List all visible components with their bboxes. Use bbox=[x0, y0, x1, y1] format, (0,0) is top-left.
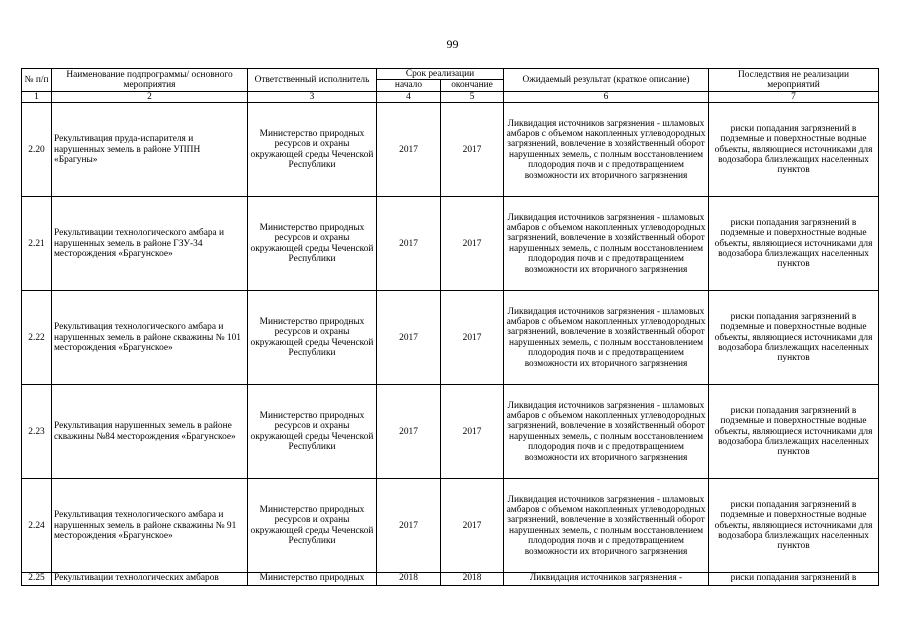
column-number: 5 bbox=[441, 91, 504, 102]
header-num: № п/п bbox=[22, 69, 52, 92]
table-row bbox=[22, 385, 879, 479]
row-result: Ликвидация источников загрязнения - шламовых амбаров с объемом накопленных углеводородных загрязнений, вовлечение в хозяйственный оборот нарушенных земель, с полным восстановлением плодородия почв и с предотвращением возможности их вторичного загрязнения bbox=[504, 385, 709, 479]
row-consequences: риски попадания загрязнений в подземные и поверхностные водные объекты, являющиеся источниками для водозабора близлежащих населенных пунктов bbox=[709, 197, 879, 291]
row-name: Рекультивации технологического амбара и нарушенных земель в районе ГЗУ-34 месторождения «Брагунское» bbox=[52, 197, 248, 291]
row-executor: Министерство природных bbox=[248, 573, 377, 586]
row-num: 2.23 bbox=[22, 385, 52, 479]
row-start: 2017 bbox=[377, 479, 441, 573]
column-number: 4 bbox=[377, 91, 441, 102]
header-executor: Ответственный исполнитель bbox=[248, 69, 377, 92]
header-period: Срок реализации bbox=[377, 69, 504, 80]
row-end: 2017 bbox=[441, 197, 504, 291]
column-number: 1 bbox=[22, 91, 52, 102]
header-row bbox=[22, 69, 879, 80]
table-row bbox=[22, 291, 879, 385]
row-consequences: риски попадания загрязнений в подземные и поверхностные водные объекты, являющиеся источниками для водозабора близлежащих населенных пунктов bbox=[709, 291, 879, 385]
page-number: 99 bbox=[446, 37, 459, 51]
row-executor: Министерство природных ресурсов и охраны окружающей среды Чеченской Республики bbox=[248, 291, 377, 385]
table-row-partial bbox=[22, 573, 879, 586]
row-name: Рекультивация технологического амбара и нарушенных земель в районе скважины № 101 месторождения «Брагунское» bbox=[52, 291, 248, 385]
column-number: 6 bbox=[504, 91, 709, 102]
header-start: начало bbox=[377, 80, 441, 91]
row-executor: Министерство природных ресурсов и охраны окружающей среды Чеченской Республики bbox=[248, 479, 377, 573]
row-result: Ликвидация источников загрязнения - шламовых амбаров с объемом накопленных углеводородных загрязнений, вовлечение в хозяйственный оборот нарушенных земель, с полным восстановлением плодородия почв и с предотвращением возможности их вторичного загрязнения bbox=[504, 103, 709, 197]
row-consequences: риски попадания загрязнений в bbox=[709, 573, 879, 586]
row-executor: Министерство природных ресурсов и охраны окружающей среды Чеченской Республики bbox=[248, 103, 377, 197]
row-name: Рекультивация нарушенных земель в районе скважины №84 месторождения «Брагунское» bbox=[52, 385, 248, 479]
header-name: Наименование подпрограммы/ основного мероприятия bbox=[52, 69, 248, 92]
row-num: 2.25 bbox=[22, 573, 52, 586]
row-consequences: риски попадания загрязнений в подземные и поверхностные водные объекты, являющиеся источниками для водозабора близлежащих населенных пунктов bbox=[709, 385, 879, 479]
row-end: 2017 bbox=[441, 103, 504, 197]
row-consequences: риски попадания загрязнений в подземные и поверхностные водные объекты, являющиеся источниками для водозабора близлежащих населенных пунктов bbox=[709, 479, 879, 573]
row-result: Ликвидация источников загрязнения - bbox=[504, 573, 709, 586]
table-row bbox=[22, 197, 879, 291]
row-consequences: риски попадания загрязнений в подземные и поверхностные водные объекты, являющиеся источниками для водозабора близлежащих населенных пунктов bbox=[709, 103, 879, 197]
column-number: 2 bbox=[52, 91, 248, 102]
row-executor: Министерство природных ресурсов и охраны окружающей среды Чеченской Республики bbox=[248, 385, 377, 479]
row-name: Рекультивация технологического амбара и нарушенных земель в районе скважины № 91 месторождения «Брагунское» bbox=[52, 479, 248, 573]
row-num: 2.24 bbox=[22, 479, 52, 573]
program-table bbox=[21, 68, 879, 586]
row-num: 2.22 bbox=[22, 291, 52, 385]
row-end: 2017 bbox=[441, 479, 504, 573]
header-consequences: Последствия не реализации мероприятий bbox=[709, 69, 879, 92]
row-start: 2018 bbox=[377, 573, 441, 586]
row-end: 2018 bbox=[441, 573, 504, 586]
row-num: 2.21 bbox=[22, 197, 52, 291]
row-start: 2017 bbox=[377, 103, 441, 197]
column-number-row bbox=[22, 91, 879, 102]
header-end: окончание bbox=[441, 80, 504, 91]
row-result: Ликвидация источников загрязнения - шламовых амбаров с объемом накопленных углеводородных загрязнений, вовлечение в хозяйственный оборот нарушенных земель, с полным восстановлением плодородия почв и с предотвращением возможности их вторичного загрязнения bbox=[504, 291, 709, 385]
column-number: 3 bbox=[248, 91, 377, 102]
row-end: 2017 bbox=[441, 385, 504, 479]
row-result: Ликвидация источников загрязнения - шламовых амбаров с объемом накопленных углеводородных загрязнений, вовлечение в хозяйственный оборот нарушенных земель, с полным восстановлением плодородия почв и с предотвращением возможности их вторичного загрязнения bbox=[504, 479, 709, 573]
row-executor: Министерство природных ресурсов и охраны окружающей среды Чеченской Республики bbox=[248, 197, 377, 291]
header-result: Ожидаемый результат (краткое описание) bbox=[504, 69, 709, 92]
column-number: 7 bbox=[709, 91, 879, 102]
row-result: Ликвидация источников загрязнения - шламовых амбаров с объемом накопленных углеводородных загрязнений, вовлечение в хозяйственный оборот нарушенных земель, с полным восстановлением плодородия почв и с предотвращением возможности их вторичного загрязнения bbox=[504, 197, 709, 291]
row-end: 2017 bbox=[441, 291, 504, 385]
table-row bbox=[22, 479, 879, 573]
row-start: 2017 bbox=[377, 291, 441, 385]
row-num: 2.20 bbox=[22, 103, 52, 197]
row-start: 2017 bbox=[377, 385, 441, 479]
row-name: Рекультивации технологических амбаров bbox=[52, 573, 248, 586]
table-row bbox=[22, 103, 879, 197]
row-name: Рекультивация пруда-испарителя и нарушенных земель в районе УППН «Брагуны» bbox=[52, 103, 248, 197]
row-start: 2017 bbox=[377, 197, 441, 291]
